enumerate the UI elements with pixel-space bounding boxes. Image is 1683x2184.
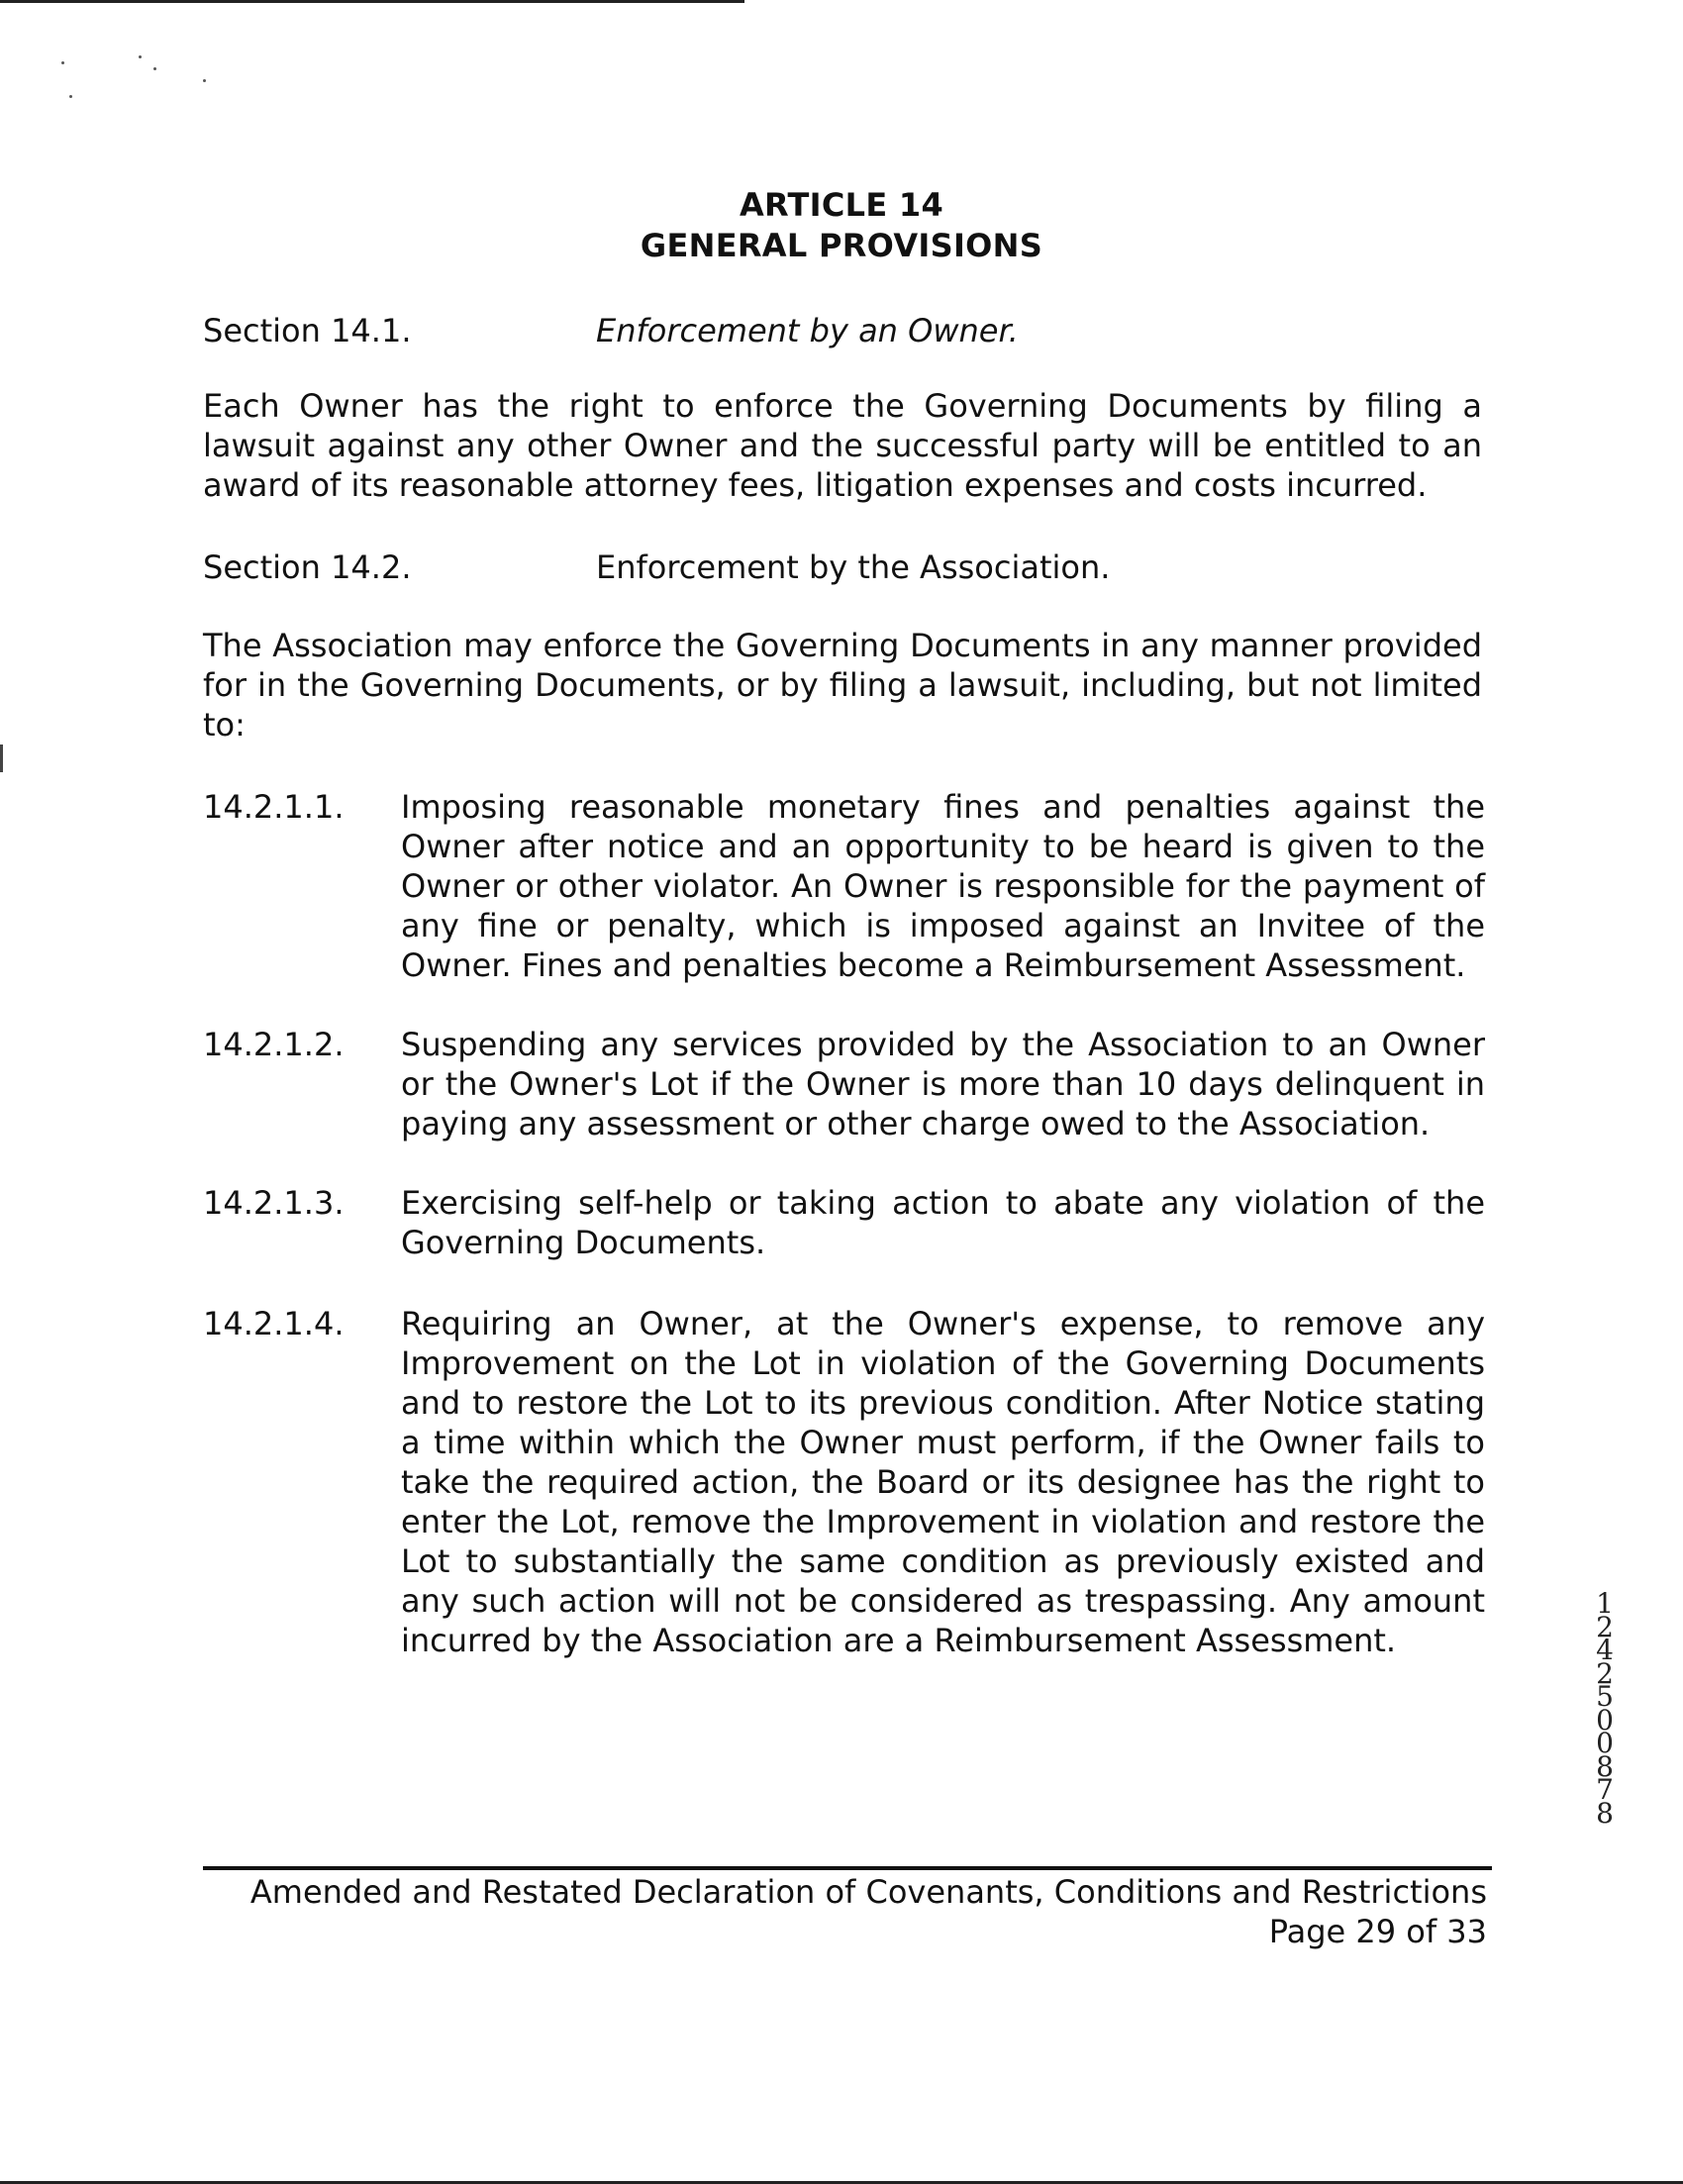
scan-speck: [61, 61, 64, 64]
footer-page-number: Page 29 of 33: [1268, 1913, 1487, 1950]
section-14-2-body: The Association may enforce the Governing Documents in any manner provided for in the Governing Documents, or by filing a lawsuit, including, but not limited to:: [203, 627, 1482, 744]
article-title: GENERAL PROVISIONS: [640, 227, 1043, 264]
document-stamp-number: 12425 00878: [1596, 1587, 1614, 1830]
section-title: Enforcement by an Owner.: [596, 312, 1019, 349]
list-item-14-2-1-1: [203, 787, 1485, 985]
scan-speck: [139, 55, 142, 58]
section-14-2-heading: [203, 547, 1110, 587]
section-14-1-heading: [203, 311, 1019, 350]
footer-document-title: Amended and Restated Declaration of Covenants, Conditions and Restrictions: [249, 1873, 1487, 1911]
item-number: 14.2.1.2.: [203, 1026, 345, 1063]
scan-speck: [69, 95, 72, 98]
list-item-14-2-1-2: [203, 1025, 1485, 1143]
item-number: 14.2.1.1.: [203, 788, 345, 826]
footer-divider: [203, 1866, 1492, 1870]
item-text: Requiring an Owner, at the Owner's expense, to remove any Improvement on the Lot in violation of the Governing Documents and to restore the Lot to its previous condition. After Notice stating a time within which the Owner must perform, if the Owner fails to take the required action, the Board or its designee has the right to enter the Lot, remove the Improvement in violation and restore the Lot to substantially the same condition as previously existed and any such action will not be considered as trespassing. Any amount incurred by the Association are a Reimbursement Assessment.: [401, 1305, 1485, 1659]
scan-speck: [203, 79, 206, 82]
item-number: 14.2.1.4.: [203, 1305, 345, 1342]
item-text: Exercising self-help or taking action to abate any violation of the Governing Documents.: [401, 1184, 1485, 1261]
section-number: Section 14.1.: [203, 312, 412, 349]
article-number: ARTICLE 14: [739, 186, 944, 224]
list-item-14-2-1-4: [203, 1304, 1485, 1660]
section-title: Enforcement by the Association.: [596, 548, 1111, 586]
item-number: 14.2.1.3.: [203, 1184, 345, 1222]
scan-top-edge: [0, 0, 744, 3]
scan-left-mark: [0, 745, 3, 772]
item-text: Suspending any services provided by the Association to an Owner or the Owner's Lot if the Owner is more than 10 days delinquent in paying any assessment or other charge owed to the Association.: [401, 1026, 1485, 1142]
scan-speck: [153, 67, 156, 70]
section-number: Section 14.2.: [203, 548, 412, 586]
section-14-1-body: Each Owner has the right to enforce the Governing Documents by filing a lawsuit against any other Owner and the successful party will be entitled to an award of its reasonable attorney fees, litigation expenses and costs incurred.: [203, 387, 1482, 504]
item-text: Imposing reasonable monetary fines and penalties against the Owner after notice and an opportunity to be heard is given to the Owner or other violator. An Owner is responsible for the payment of any fine or penalty, which is imposed against an Invitee of the Owner. Fines and penalties become a Reimbursement Assessment.: [401, 788, 1485, 984]
list-item-14-2-1-3: [203, 1183, 1485, 1262]
